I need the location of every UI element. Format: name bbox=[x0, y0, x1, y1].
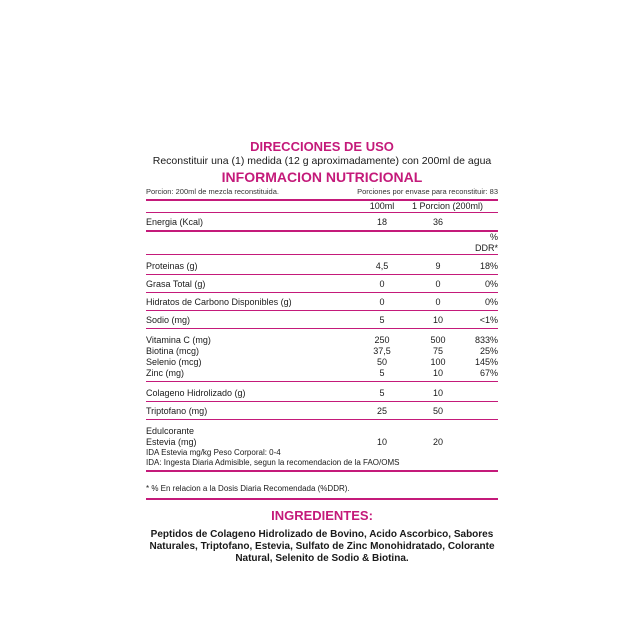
nutrition-title: INFORMACION NUTRICIONAL bbox=[221, 169, 423, 185]
table-row-vitamin-c: Vitamina C (mg) 250 500 833% bbox=[146, 335, 498, 345]
servings-text: Porciones por envase para reconstituir: 83 bbox=[357, 187, 498, 196]
table-row-proteins: Proteinas (g) 4,5 9 18% bbox=[146, 255, 498, 275]
ida-definition-note: IDA: Ingesta Diaria Admisible, segun la recomendacion de la FAO/OMS bbox=[146, 458, 498, 472]
table-row-ddr-header bbox=[146, 231, 498, 255]
nutrition-label bbox=[146, 139, 498, 565]
directions-text: Reconstituir una (1) medida (12 g aproximadamente) con 200ml de agua bbox=[152, 155, 492, 167]
table-row-tryptophan: Triptofano (mg) 25 50 bbox=[146, 402, 498, 420]
table-row-biotin: Biotina (mcg) 37,5 75 25% bbox=[146, 346, 498, 356]
table-row-sodium: Sodio (mg) 5 10 <1% bbox=[146, 311, 498, 329]
ingredients-divider bbox=[146, 498, 498, 500]
ingredients-title: INGREDIENTES: bbox=[271, 508, 373, 523]
table-row-carbs: Hidratos de Carbono Disponibles (g) 0 0 0% bbox=[146, 293, 498, 311]
table-row-fat: Grasa Total (g) 0 0 0% bbox=[146, 275, 498, 293]
ddr-footnote: * % En relacion a la Dosis Diaria Recomendada (%DDR). bbox=[146, 484, 350, 493]
portion-row bbox=[146, 187, 498, 201]
col-portion-header: 1 Porcion (200ml) bbox=[410, 201, 498, 213]
ingredients-text: Peptidos de Colageno Hidrolizado de Bovino, Acido Ascorbico, Sabores Naturales, Triptofano, Estevia, Sulfato de Zinc Monohidratado, Colorante Natural, Selenito de Sodio & Biotina. bbox=[149, 529, 495, 564]
table-row-sweetener: Edulcorante bbox=[146, 426, 195, 436]
table-header-row bbox=[146, 201, 498, 213]
col-100ml-header: 100ml bbox=[354, 201, 410, 213]
table-row-selenium: Selenio (mcg) 50 100 145% bbox=[146, 357, 498, 367]
portion-text: Porcion: 200ml de mezcla reconstituida. bbox=[146, 187, 279, 196]
directions-title: DIRECCIONES DE USO bbox=[250, 139, 394, 154]
ida-stevia-note: IDA Estevia mg/kg Peso Corporal: 0-4 bbox=[146, 448, 281, 457]
table-row-stevia: Estevia (mg) 10 20 bbox=[146, 437, 443, 447]
col-ddr-header: % DDR* bbox=[466, 231, 498, 255]
table-row-zinc: Zinc (mg) 5 10 67% bbox=[146, 368, 498, 382]
table-row-energy: Energia (Kcal) 18 36 bbox=[146, 213, 498, 232]
table-row-collagen: Colageno Hidrolizado (g) 5 10 bbox=[146, 382, 498, 402]
nutrition-table bbox=[146, 201, 498, 448]
